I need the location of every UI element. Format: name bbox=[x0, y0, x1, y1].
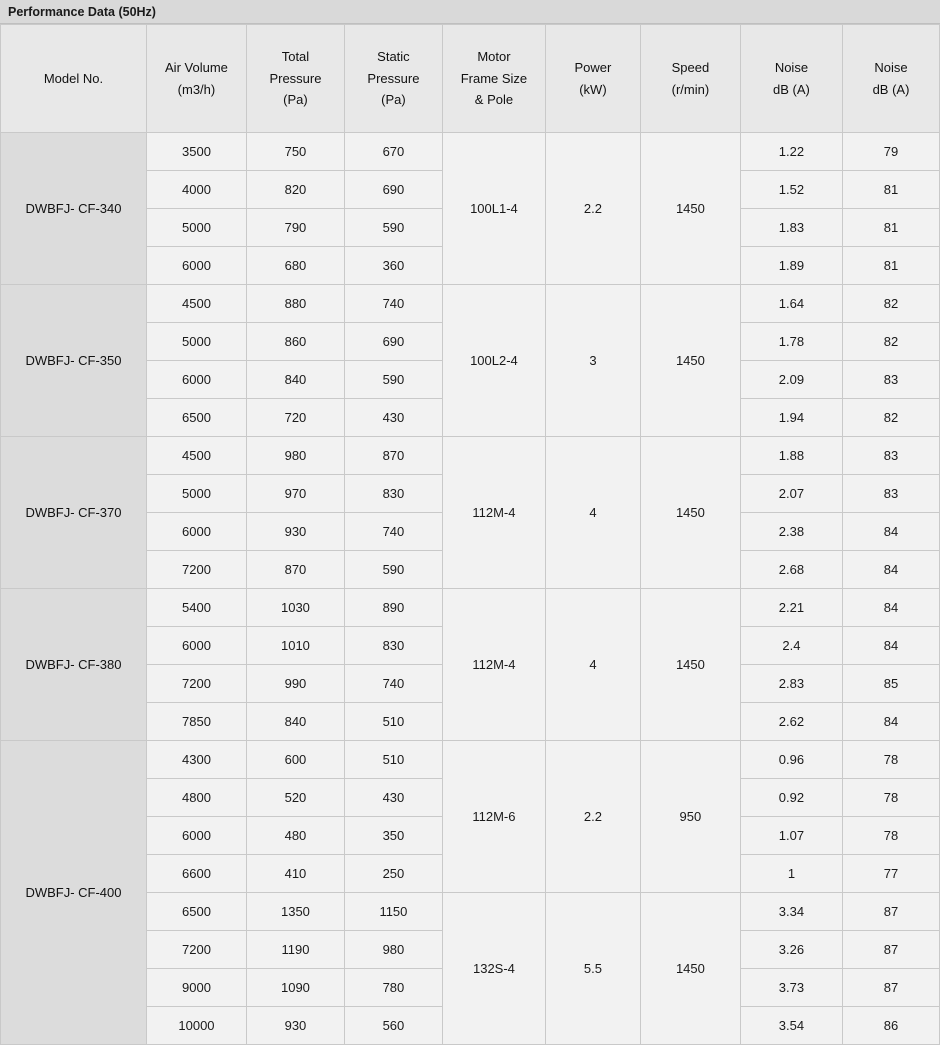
column-header-line: (r/min) bbox=[671, 81, 710, 97]
noise-2-cell: 82 bbox=[842, 399, 939, 437]
column-header-line: Noise bbox=[874, 60, 908, 76]
static-pressure-cell: 670 bbox=[344, 133, 442, 171]
column-header-power bbox=[545, 25, 640, 133]
column-header-speed bbox=[640, 25, 740, 133]
static-pressure-cell: 740 bbox=[344, 513, 442, 551]
air-volume-cell: 6000 bbox=[146, 361, 246, 399]
column-header-line: & Pole bbox=[474, 92, 514, 108]
air-volume-cell: 3500 bbox=[146, 133, 246, 171]
noise-2-cell: 87 bbox=[842, 893, 939, 931]
noise-1-cell: 0.96 bbox=[740, 741, 842, 779]
model-no-cell: DWBFJ- CF-370 bbox=[1, 437, 147, 589]
column-header-line: dB (A) bbox=[773, 81, 810, 97]
noise-1-cell: 1.78 bbox=[740, 323, 842, 361]
column-header-line: Total bbox=[281, 49, 310, 65]
column-header-line: (Pa) bbox=[381, 92, 406, 108]
noise-2-cell: 78 bbox=[842, 779, 939, 817]
air-volume-cell: 4500 bbox=[146, 437, 246, 475]
air-volume-cell: 7200 bbox=[146, 665, 246, 703]
static-pressure-cell: 890 bbox=[344, 589, 442, 627]
air-volume-cell: 5000 bbox=[146, 323, 246, 361]
static-pressure-cell: 430 bbox=[344, 779, 442, 817]
power-cell: 4 bbox=[545, 589, 640, 741]
table-row bbox=[1, 285, 940, 323]
noise-2-cell: 79 bbox=[842, 133, 939, 171]
speed-cell: 950 bbox=[640, 741, 740, 893]
total-pressure-cell: 1090 bbox=[246, 969, 344, 1007]
speed-cell: 1450 bbox=[640, 285, 740, 437]
total-pressure-cell: 720 bbox=[246, 399, 344, 437]
noise-1-cell: 2.21 bbox=[740, 589, 842, 627]
model-no-cell: DWBFJ- CF-380 bbox=[1, 589, 147, 741]
total-pressure-cell: 600 bbox=[246, 741, 344, 779]
column-header-line: Pressure bbox=[367, 70, 420, 86]
noise-2-cell: 84 bbox=[842, 589, 939, 627]
noise-1-cell: 1.52 bbox=[740, 171, 842, 209]
column-header-total-pressure bbox=[246, 25, 344, 133]
noise-1-cell: 3.34 bbox=[740, 893, 842, 931]
column-header-model-no bbox=[1, 25, 147, 133]
column-header-motor-frame-size-pole bbox=[442, 25, 545, 133]
static-pressure-cell: 560 bbox=[344, 1007, 442, 1045]
total-pressure-cell: 520 bbox=[246, 779, 344, 817]
total-pressure-cell: 480 bbox=[246, 817, 344, 855]
static-pressure-cell: 1150 bbox=[344, 893, 442, 931]
total-pressure-cell: 990 bbox=[246, 665, 344, 703]
column-header-line: Frame Size bbox=[460, 70, 528, 86]
static-pressure-cell: 510 bbox=[344, 741, 442, 779]
noise-2-cell: 87 bbox=[842, 931, 939, 969]
noise-2-cell: 83 bbox=[842, 361, 939, 399]
table-row bbox=[1, 437, 940, 475]
noise-1-cell: 1 bbox=[740, 855, 842, 893]
noise-2-cell: 84 bbox=[842, 703, 939, 741]
model-no-cell: DWBFJ- CF-400 bbox=[1, 741, 147, 1045]
column-header-line: Motor bbox=[477, 49, 511, 65]
noise-1-cell: 1.89 bbox=[740, 247, 842, 285]
total-pressure-cell: 860 bbox=[246, 323, 344, 361]
air-volume-cell: 4300 bbox=[146, 741, 246, 779]
air-volume-cell: 6500 bbox=[146, 399, 246, 437]
total-pressure-cell: 880 bbox=[246, 285, 344, 323]
air-volume-cell: 6000 bbox=[146, 247, 246, 285]
static-pressure-cell: 830 bbox=[344, 475, 442, 513]
static-pressure-cell: 350 bbox=[344, 817, 442, 855]
total-pressure-cell: 840 bbox=[246, 361, 344, 399]
noise-2-cell: 78 bbox=[842, 817, 939, 855]
motor-frame-size-pole-cell: 100L1-4 bbox=[442, 133, 545, 285]
air-volume-cell: 6500 bbox=[146, 893, 246, 931]
air-volume-cell: 6600 bbox=[146, 855, 246, 893]
column-header-noise-1 bbox=[740, 25, 842, 133]
total-pressure-cell: 680 bbox=[246, 247, 344, 285]
power-cell: 2.2 bbox=[545, 133, 640, 285]
column-header-line: Static bbox=[377, 49, 410, 65]
noise-2-cell: 77 bbox=[842, 855, 939, 893]
total-pressure-cell: 930 bbox=[246, 513, 344, 551]
total-pressure-cell: 1190 bbox=[246, 931, 344, 969]
total-pressure-cell: 410 bbox=[246, 855, 344, 893]
total-pressure-cell: 750 bbox=[246, 133, 344, 171]
air-volume-cell: 5000 bbox=[146, 475, 246, 513]
column-header-line: (kW) bbox=[579, 81, 607, 97]
table-body bbox=[1, 133, 940, 1045]
static-pressure-cell: 590 bbox=[344, 551, 442, 589]
air-volume-cell: 6000 bbox=[146, 627, 246, 665]
speed-cell: 1450 bbox=[640, 437, 740, 589]
air-volume-cell: 6000 bbox=[146, 513, 246, 551]
column-header-air-volume bbox=[146, 25, 246, 133]
noise-1-cell: 1.83 bbox=[740, 209, 842, 247]
column-header-line: Model No. bbox=[43, 70, 104, 86]
total-pressure-cell: 870 bbox=[246, 551, 344, 589]
table-row bbox=[1, 589, 940, 627]
noise-1-cell: 2.09 bbox=[740, 361, 842, 399]
static-pressure-cell: 590 bbox=[344, 209, 442, 247]
noise-1-cell: 1.22 bbox=[740, 133, 842, 171]
total-pressure-cell: 1350 bbox=[246, 893, 344, 931]
noise-2-cell: 83 bbox=[842, 475, 939, 513]
air-volume-cell: 5000 bbox=[146, 209, 246, 247]
power-cell: 3 bbox=[545, 285, 640, 437]
column-header-line: Noise bbox=[774, 60, 809, 76]
total-pressure-cell: 790 bbox=[246, 209, 344, 247]
speed-cell: 1450 bbox=[640, 589, 740, 741]
noise-1-cell: 2.68 bbox=[740, 551, 842, 589]
model-no-cell: DWBFJ- CF-350 bbox=[1, 285, 147, 437]
column-header-line: (Pa) bbox=[283, 92, 308, 108]
noise-1-cell: 1.88 bbox=[740, 437, 842, 475]
performance-table bbox=[0, 24, 940, 1045]
noise-2-cell: 86 bbox=[842, 1007, 939, 1045]
air-volume-cell: 10000 bbox=[146, 1007, 246, 1045]
noise-1-cell: 1.64 bbox=[740, 285, 842, 323]
noise-1-cell: 0.92 bbox=[740, 779, 842, 817]
column-header-line: Power bbox=[574, 60, 612, 76]
total-pressure-cell: 1010 bbox=[246, 627, 344, 665]
table-row bbox=[1, 741, 940, 779]
column-header-line: Pressure bbox=[269, 70, 322, 86]
noise-2-cell: 85 bbox=[842, 665, 939, 703]
static-pressure-cell: 980 bbox=[344, 931, 442, 969]
model-no-cell: DWBFJ- CF-340 bbox=[1, 133, 147, 285]
speed-cell: 1450 bbox=[640, 893, 740, 1045]
noise-2-cell: 81 bbox=[842, 247, 939, 285]
noise-1-cell: 2.38 bbox=[740, 513, 842, 551]
air-volume-cell: 4500 bbox=[146, 285, 246, 323]
column-header-line: dB (A) bbox=[872, 81, 910, 97]
noise-2-cell: 81 bbox=[842, 171, 939, 209]
air-volume-cell: 7200 bbox=[146, 551, 246, 589]
static-pressure-cell: 590 bbox=[344, 361, 442, 399]
page-title: Performance Data (50Hz) bbox=[8, 4, 156, 19]
column-header-line: Air Volume bbox=[165, 60, 228, 76]
air-volume-cell: 6000 bbox=[146, 817, 246, 855]
noise-2-cell: 82 bbox=[842, 323, 939, 361]
total-pressure-cell: 930 bbox=[246, 1007, 344, 1045]
noise-1-cell: 2.07 bbox=[740, 475, 842, 513]
motor-frame-size-pole-cell: 132S-4 bbox=[442, 893, 545, 1045]
air-volume-cell: 9000 bbox=[146, 969, 246, 1007]
noise-1-cell: 2.83 bbox=[740, 665, 842, 703]
noise-1-cell: 3.73 bbox=[740, 969, 842, 1007]
static-pressure-cell: 740 bbox=[344, 665, 442, 703]
noise-1-cell: 3.26 bbox=[740, 931, 842, 969]
noise-1-cell: 1.94 bbox=[740, 399, 842, 437]
static-pressure-cell: 870 bbox=[344, 437, 442, 475]
static-pressure-cell: 250 bbox=[344, 855, 442, 893]
sheet-title-bar bbox=[0, 0, 940, 24]
air-volume-cell: 7850 bbox=[146, 703, 246, 741]
noise-2-cell: 81 bbox=[842, 209, 939, 247]
static-pressure-cell: 780 bbox=[344, 969, 442, 1007]
noise-1-cell: 2.4 bbox=[740, 627, 842, 665]
total-pressure-cell: 980 bbox=[246, 437, 344, 475]
noise-2-cell: 87 bbox=[842, 969, 939, 1007]
noise-2-cell: 84 bbox=[842, 627, 939, 665]
column-header-noise-2 bbox=[842, 25, 939, 133]
static-pressure-cell: 430 bbox=[344, 399, 442, 437]
noise-1-cell: 2.62 bbox=[740, 703, 842, 741]
static-pressure-cell: 690 bbox=[344, 323, 442, 361]
header-row bbox=[1, 25, 940, 133]
noise-2-cell: 84 bbox=[842, 513, 939, 551]
noise-2-cell: 83 bbox=[842, 437, 939, 475]
motor-frame-size-pole-cell: 100L2-4 bbox=[442, 285, 545, 437]
total-pressure-cell: 820 bbox=[246, 171, 344, 209]
motor-frame-size-pole-cell: 112M-6 bbox=[442, 741, 545, 893]
power-cell: 2.2 bbox=[545, 741, 640, 893]
air-volume-cell: 4800 bbox=[146, 779, 246, 817]
noise-2-cell: 82 bbox=[842, 285, 939, 323]
table-row bbox=[1, 133, 940, 171]
column-header-line: Speed bbox=[671, 60, 710, 76]
air-volume-cell: 7200 bbox=[146, 931, 246, 969]
total-pressure-cell: 970 bbox=[246, 475, 344, 513]
total-pressure-cell: 1030 bbox=[246, 589, 344, 627]
static-pressure-cell: 830 bbox=[344, 627, 442, 665]
total-pressure-cell: 840 bbox=[246, 703, 344, 741]
air-volume-cell: 5400 bbox=[146, 589, 246, 627]
table-header bbox=[1, 25, 940, 133]
motor-frame-size-pole-cell: 112M-4 bbox=[442, 437, 545, 589]
static-pressure-cell: 690 bbox=[344, 171, 442, 209]
noise-2-cell: 84 bbox=[842, 551, 939, 589]
static-pressure-cell: 740 bbox=[344, 285, 442, 323]
noise-2-cell: 78 bbox=[842, 741, 939, 779]
noise-1-cell: 3.54 bbox=[740, 1007, 842, 1045]
static-pressure-cell: 360 bbox=[344, 247, 442, 285]
static-pressure-cell: 510 bbox=[344, 703, 442, 741]
power-cell: 4 bbox=[545, 437, 640, 589]
motor-frame-size-pole-cell: 112M-4 bbox=[442, 589, 545, 741]
column-header-line: (m3/h) bbox=[177, 81, 216, 97]
column-header-static-pressure bbox=[344, 25, 442, 133]
power-cell: 5.5 bbox=[545, 893, 640, 1045]
noise-1-cell: 1.07 bbox=[740, 817, 842, 855]
air-volume-cell: 4000 bbox=[146, 171, 246, 209]
speed-cell: 1450 bbox=[640, 133, 740, 285]
